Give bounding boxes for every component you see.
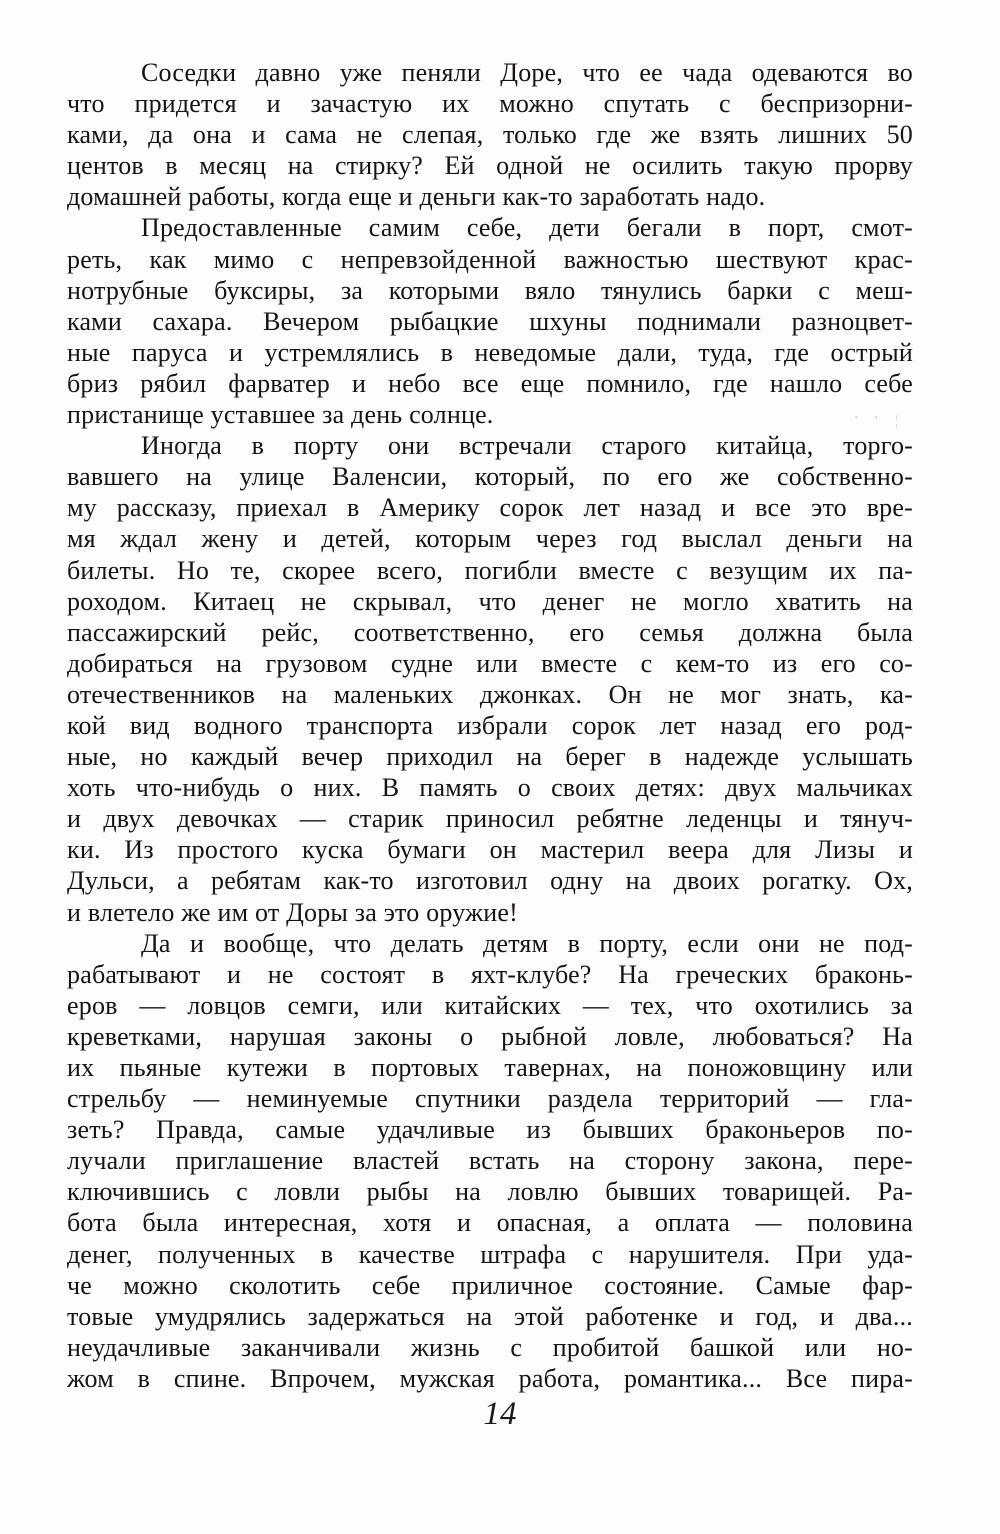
text-line: зеть? Правда, самые удачливые из бывших браконьеров по-	[67, 1115, 913, 1145]
text-line: роходом. Китаец не скрывал, что денег не могло хватить на	[67, 586, 913, 616]
text-line: пристанище уставшее за день солнце.	[67, 400, 494, 430]
text-line: бриз рябил фарватер и небо все еще помнило, где нашло себе	[67, 368, 913, 398]
page-number: 14	[483, 1396, 517, 1432]
paragraph	[67, 430, 913, 928]
text-line: стрельбу — неминуемые спутники раздела территорий — гла-	[67, 1084, 913, 1114]
text-line: и влетело же им от Доры за это оружие!	[67, 897, 518, 927]
text-line: ками сахара. Вечером рыбацкие шхуны поднимали разноцвет-	[67, 306, 913, 336]
text-line: пассажирский рейс, соответственно, его семья должна была	[67, 617, 913, 647]
text-line: и двух девочках — старик приносил ребятне леденцы и тянуч-	[67, 804, 913, 834]
text-line: че можно сколотить себе приличное состояние. Самые фар-	[67, 1270, 913, 1300]
text-line: бота была интересная, хотя и опасная, а оплата — половина	[67, 1208, 913, 1238]
text-line: Предоставленные самим себе, дети бегали в порт, смот-	[141, 213, 913, 243]
text-line: Да и вообще, что делать детям в порту, если они не под-	[141, 928, 913, 958]
text-line: му рассказу, приехал в Америку сорок лет назад и все это вре-	[67, 493, 913, 523]
text-line: товые умудрялись задержаться на этой работенке и год, и два...	[67, 1301, 913, 1331]
text-line: добираться на грузовом судне или вместе с кем-то из его со-	[67, 648, 913, 678]
text-line: лучали приглашение властей встать на сторону закона, пере-	[67, 1146, 913, 1176]
text-line: реть, как мимо с непревзойденной важностью шествуют крас-	[67, 244, 913, 274]
text-line: денег, полученных в качестве штрафа с нарушителя. При уда-	[67, 1239, 913, 1269]
text-line: билеты. Но те, скорее всего, погибли вместе с везущим их па-	[67, 555, 913, 585]
text-line: неудачливые заканчивали жизнь с пробитой башкой или но-	[67, 1332, 913, 1362]
text-line: креветками, нарушая законы о рыбной ловле, любоваться? На	[67, 1021, 913, 1051]
text-line: Соседки давно уже пеняли Доре, что ее чада одеваются во	[141, 58, 913, 87]
text-line: их пьяные кутежи в портовых тавернах, на поножовщину или	[67, 1053, 913, 1082]
text-line: отечественников на маленьких джонках. Он не мог знать, ка-	[67, 679, 913, 709]
text-line: ки. Из простого куска бумаги он мастерил веера для Лизы и	[67, 835, 913, 865]
text-line: центов в месяц на стирку? Ей одной не осилить такую прорву	[67, 151, 913, 181]
text-line: нотрубные буксиры, за которыми вяло тянулись барки с меш-	[67, 275, 913, 305]
page-text	[67, 57, 913, 1394]
text-line: ключившись с ловли рыбы на ловлю бывших товарищей. Ра-	[67, 1177, 913, 1207]
text-line: мя ждал жену и детей, которым через год выслал деньги на	[67, 524, 913, 554]
text-line: что придется и зачастую их можно спутать с беспризорни-	[67, 89, 913, 119]
text-line: еров — ловцов семги, или китайских — тех, что охотились за	[67, 990, 913, 1020]
text-line: ками, да она и сама не слепая, только где же взять лишних 50	[67, 120, 913, 150]
text-line: Иногда в порту они встречали старого китайца, торго-	[141, 431, 913, 461]
scan-artifact: ' ' ¦	[855, 414, 905, 429]
text-line: ные, но каждый вечер приходил на берег в надежде услышать	[67, 742, 913, 772]
text-line: Дульси, а ребятам как-то изготовил одну на двоих рогатку. Ох,	[67, 866, 913, 896]
text-line: хоть что-нибудь о них. В память о своих детях: двух мальчиках	[67, 773, 913, 803]
paragraph	[67, 57, 913, 212]
text-line: жом в спине. Впрочем, мужская работа, романтика... Все пира-	[67, 1363, 913, 1393]
text-line: домашней работы, когда еще и деньги как-то заработать надо.	[67, 182, 766, 212]
text-line: ные паруса и устремлялись в неведомые дали, туда, где острый	[67, 337, 913, 367]
paragraph	[67, 212, 913, 430]
text-line: кой вид водного транспорта избрали сорок лет назад его род-	[67, 710, 913, 740]
paragraph	[67, 928, 913, 1394]
text-line: вавшего на улице Валенсии, который, по его же собственно-	[67, 462, 913, 492]
text-line: рабатывают и не состоят в яхт-клубе? На греческих браконь-	[67, 959, 913, 989]
